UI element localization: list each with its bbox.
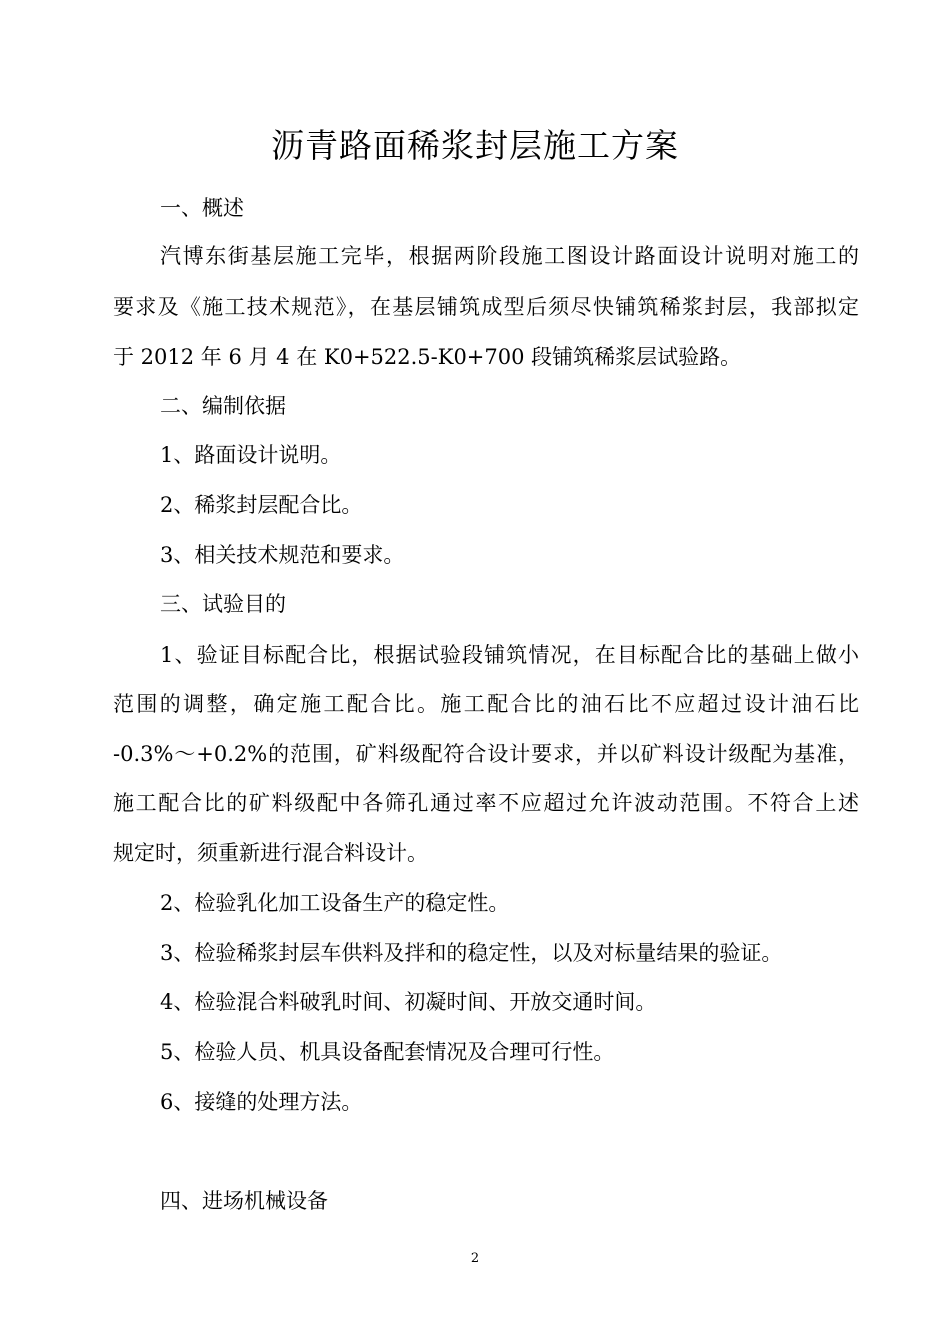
document-title: 沥青路面稀浆封层施工方案 [271, 126, 679, 165]
paragraph-line: 范围的调整，确定施工配合比。施工配合比的油石比不应超过设计油石比 [113, 692, 859, 716]
page-number: 2 [470, 1251, 480, 1266]
list-item: 6、接缝的处理方法。 [160, 1090, 363, 1114]
list-item: 3、相关技术规范和要求。 [160, 543, 405, 567]
section-heading-basis: 二、编制依据 [160, 394, 286, 418]
section-heading-equipment: 四、进场机械设备 [160, 1189, 328, 1213]
list-item: 2、稀浆封层配合比。 [160, 493, 363, 517]
paragraph-line: 施工配合比的矿料级配中各筛孔通过率不应超过允许波动范围。不符合上述 [113, 791, 859, 815]
section-heading-purpose: 三、试验目的 [160, 592, 286, 616]
paragraph-line: -0.3%～+0.2%的范围，矿料级配符合设计要求，并以矿料设计级配为基准， [113, 742, 859, 766]
paragraph-line: 要求及《施工技术规范》，在基层铺筑成型后须尽快铺筑稀浆封层，我部拟定 [113, 295, 859, 319]
list-item: 1、路面设计说明。 [160, 443, 342, 467]
list-item: 5、检验人员、机具设备配套情况及合理可行性。 [160, 1040, 615, 1064]
paragraph-line: 1、验证目标配合比，根据试验段铺筑情况，在目标配合比的基础上做小 [160, 643, 859, 667]
list-item: 4、检验混合料破乳时间、初凝时间、开放交通时间。 [160, 990, 657, 1014]
paragraph-line: 于 2012 年 6 月 4 在 K0+522.5-K0+700 段铺筑稀浆层试验路。 [113, 345, 742, 369]
section-heading-overview: 一、概述 [160, 196, 244, 220]
list-item: 3、检验稀浆封层车供料及拌和的稳定性，以及对标量结果的验证。 [160, 941, 783, 965]
paragraph-line: 规定时，须重新进行混合料设计。 [113, 841, 428, 865]
list-item: 2、检验乳化加工设备生产的稳定性。 [160, 891, 510, 915]
paragraph-line: 汽博东街基层施工完毕，根据两阶段施工图设计路面设计说明对施工的 [160, 244, 859, 268]
